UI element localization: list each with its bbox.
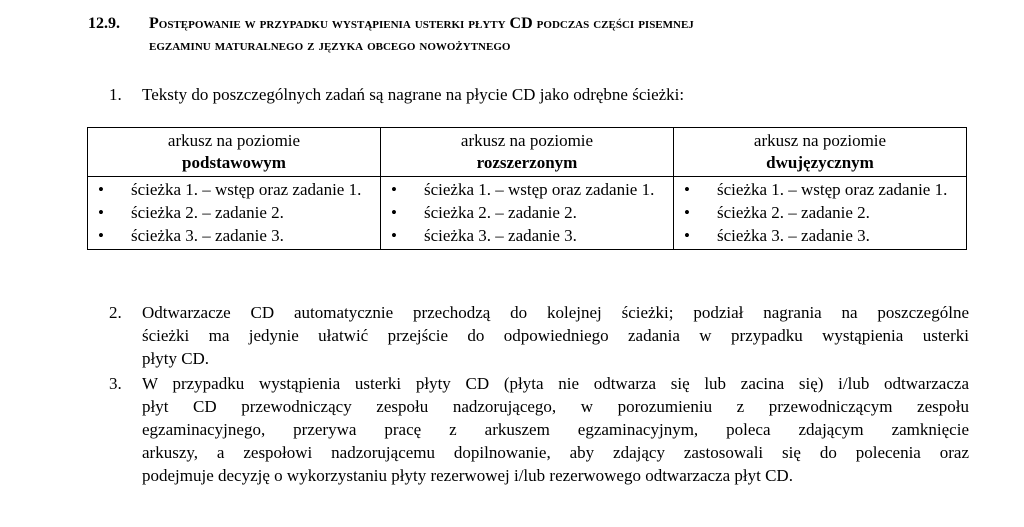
track-list (381, 177, 673, 249)
bullet-icon: • (98, 180, 104, 199)
paragraph-line: egzaminacyjnego, przerywa pracę z arkuszem egzaminacyjnym, poleca zdającym zamknięcie (142, 420, 969, 439)
track-text: ścieżka 3. – zadanie 3. (717, 226, 870, 245)
track-item (88, 178, 380, 201)
column-header-prefix: arkusz na poziomie (460, 131, 594, 150)
list-item-number: 1. (109, 85, 122, 104)
track-item (88, 201, 380, 224)
paragraph-line: ścieżki ma jedynie ułatwić przejście do odpowiedniego zadania w przypadku wystąpienia usterki (142, 326, 969, 345)
section-title-line-2: egzaminu maturalnego z języka obcego nowożytnego (149, 37, 511, 54)
tracks-table (87, 127, 967, 250)
track-text: ścieżka 2. – zadanie 2. (424, 203, 577, 222)
paragraph-line: arkuszy, a zespołowi nadzorującemu dopilnowanie, aby zdający zastosowali się do polecenia oraz (142, 443, 969, 462)
bullet-icon: • (684, 180, 690, 199)
track-list (674, 177, 966, 249)
list-item-text (142, 301, 969, 370)
track-text: ścieżka 1. – wstęp oraz zadanie 1. (424, 180, 655, 199)
track-text: ścieżka 3. – zadanie 3. (131, 226, 284, 245)
tracks-cell-bilingual (674, 177, 967, 250)
column-header-level: dwujęzycznym (766, 153, 874, 172)
paragraph-line: płyt CD przewodniczący zespołu nadzorującego, w porozumieniu z przewodniczącym zespołu (142, 397, 969, 416)
track-text: ścieżka 2. – zadanie 2. (717, 203, 870, 222)
list-item-number: 3. (109, 374, 122, 393)
bullet-icon: • (98, 226, 104, 245)
section-title (149, 13, 989, 57)
list-item-text (142, 372, 969, 487)
section-number: 12.9. (88, 15, 120, 32)
column-header-bilingual (674, 128, 967, 177)
column-header-level: podstawowym (182, 153, 286, 172)
bullet-icon: • (391, 226, 397, 245)
track-item (381, 224, 673, 247)
column-header-basic (88, 128, 381, 177)
track-item (88, 224, 380, 247)
paragraph-line: podejmuje decyzję o wykorzystaniu płyty rezerwowej i/lub rezerwowego odtwarzacza płyt CD. (142, 466, 793, 485)
track-text: ścieżka 1. – wstęp oraz zadanie 1. (131, 180, 362, 199)
bullet-icon: • (391, 203, 397, 222)
bullet-icon: • (684, 203, 690, 222)
bullet-icon: • (684, 226, 690, 245)
section-title-line-1: Postępowanie w przypadku wystąpienia usterki płyty CD podczas części pisemnej (149, 15, 694, 32)
list-item-text: Teksty do poszczególnych zadań są nagrane na płycie CD jako odrębne ścieżki: (142, 85, 685, 104)
tracks-table-body-row (88, 177, 967, 250)
track-item (381, 201, 673, 224)
paragraph-line: Odtwarzacze CD automatycznie przechodzą do kolejnej ścieżki; podział nagrania na poszczególne (142, 303, 969, 322)
column-header-level: rozszerzonym (476, 153, 578, 172)
tracks-table-header-row (88, 128, 967, 177)
track-text: ścieżka 2. – zadanie 2. (131, 203, 284, 222)
bullet-icon: • (391, 180, 397, 199)
list-item-number: 2. (109, 303, 122, 322)
track-item (674, 224, 966, 247)
column-header-extended (381, 128, 674, 177)
track-list (88, 177, 380, 249)
paragraph-line: płyty CD. (142, 349, 210, 368)
column-header-prefix: arkusz na poziomie (753, 131, 887, 150)
column-header-prefix: arkusz na poziomie (167, 131, 301, 150)
track-text: ścieżka 1. – wstęp oraz zadanie 1. (717, 180, 948, 199)
tracks-cell-basic (88, 177, 381, 250)
track-item (674, 178, 966, 201)
track-text: ścieżka 3. – zadanie 3. (424, 226, 577, 245)
paragraph-line: W przypadku wystąpienia usterki płyty CD (płyta nie odtwarza się lub zacina się) i/lub odtwarzacza (142, 374, 969, 393)
bullet-icon: • (98, 203, 104, 222)
tracks-cell-extended (381, 177, 674, 250)
track-item (381, 178, 673, 201)
track-item (674, 201, 966, 224)
